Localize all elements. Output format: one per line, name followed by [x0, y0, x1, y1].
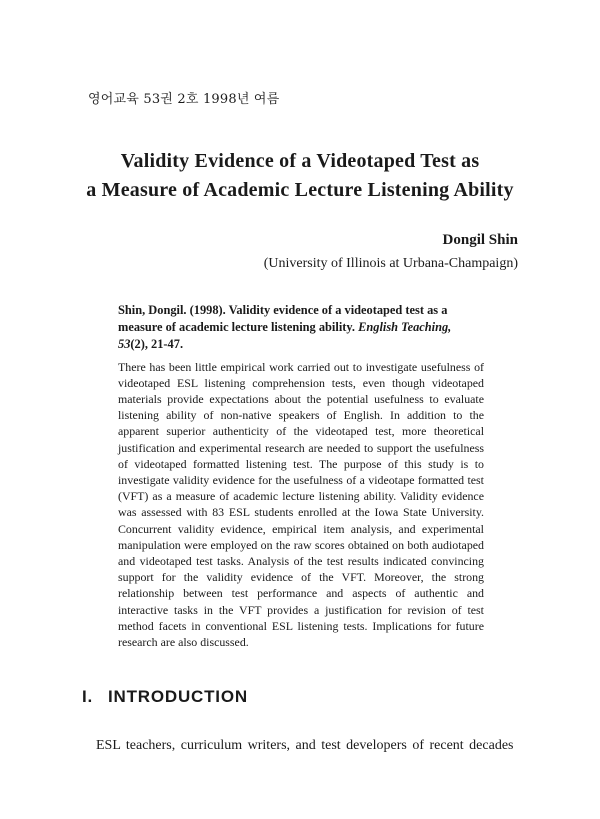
- title-line-1: Validity Evidence of a Videotaped Test as: [120, 150, 480, 172]
- section-title: INTRODUCTION: [108, 687, 248, 706]
- citation: [118, 302, 484, 354]
- intro-paragraph-start: ESL teachers, curriculum writers, and test developers of recent decades: [96, 738, 514, 753]
- running-head: 영어교육 53권 2호 1998년 여름: [88, 92, 280, 107]
- citation-lead: Shin, Dongil. (1998). Validity evidence of a videotaped test as a measure of academic lecture listening ability.: [118, 303, 448, 335]
- citation-pages: (2), 21-47.: [130, 337, 184, 352]
- section-number: I.: [82, 687, 94, 706]
- author-name: Dongil Shin: [442, 232, 518, 248]
- author-affiliation: (University of Illinois at Urbana-Champaign): [263, 256, 518, 271]
- citation-journal: English Teaching,: [358, 320, 452, 335]
- paper-title: [40, 147, 560, 205]
- abstract-block: [118, 302, 484, 650]
- section-heading: [82, 687, 248, 707]
- title-line-2: a Measure of Academic Lecture Listening Ability: [86, 179, 514, 201]
- citation-volume: 53: [118, 337, 131, 352]
- abstract-text: There has been little empirical work carried out to investigate usefulness of videotaped ESL listening comprehension tests, even though videotaped materials provide expectations about the potential usefulness to evaluate listening ability of non-native speakers of English. In addition to the apparent superior authenticity of the videotaped test, more theoretical justification and experimental research are needed to support the usefulness of videotaped formatted listening test. The purpose of this study is to investigate validity evidence for the usefulness of a videotape formatted test (VFT) as a measure of academic lecture listening ability. Validity evidence was assessed with 83 ESL students enrolled at the Iowa State University. Concurrent validity evidence, empirical item analysis, and experimental manipulation were employed on the raw scores obtained on both audiotaped and videotaped test tasks. Analysis of the test results indicated convincing support for the validity evidence of the VFT. Moreover, the strong relationship between test performance and aspects of authentic and interactive tasks in the VFT provides a justification for revision of test method facets in conventional ESL listening tests. Implications for future research are also discussed.: [118, 359, 484, 650]
